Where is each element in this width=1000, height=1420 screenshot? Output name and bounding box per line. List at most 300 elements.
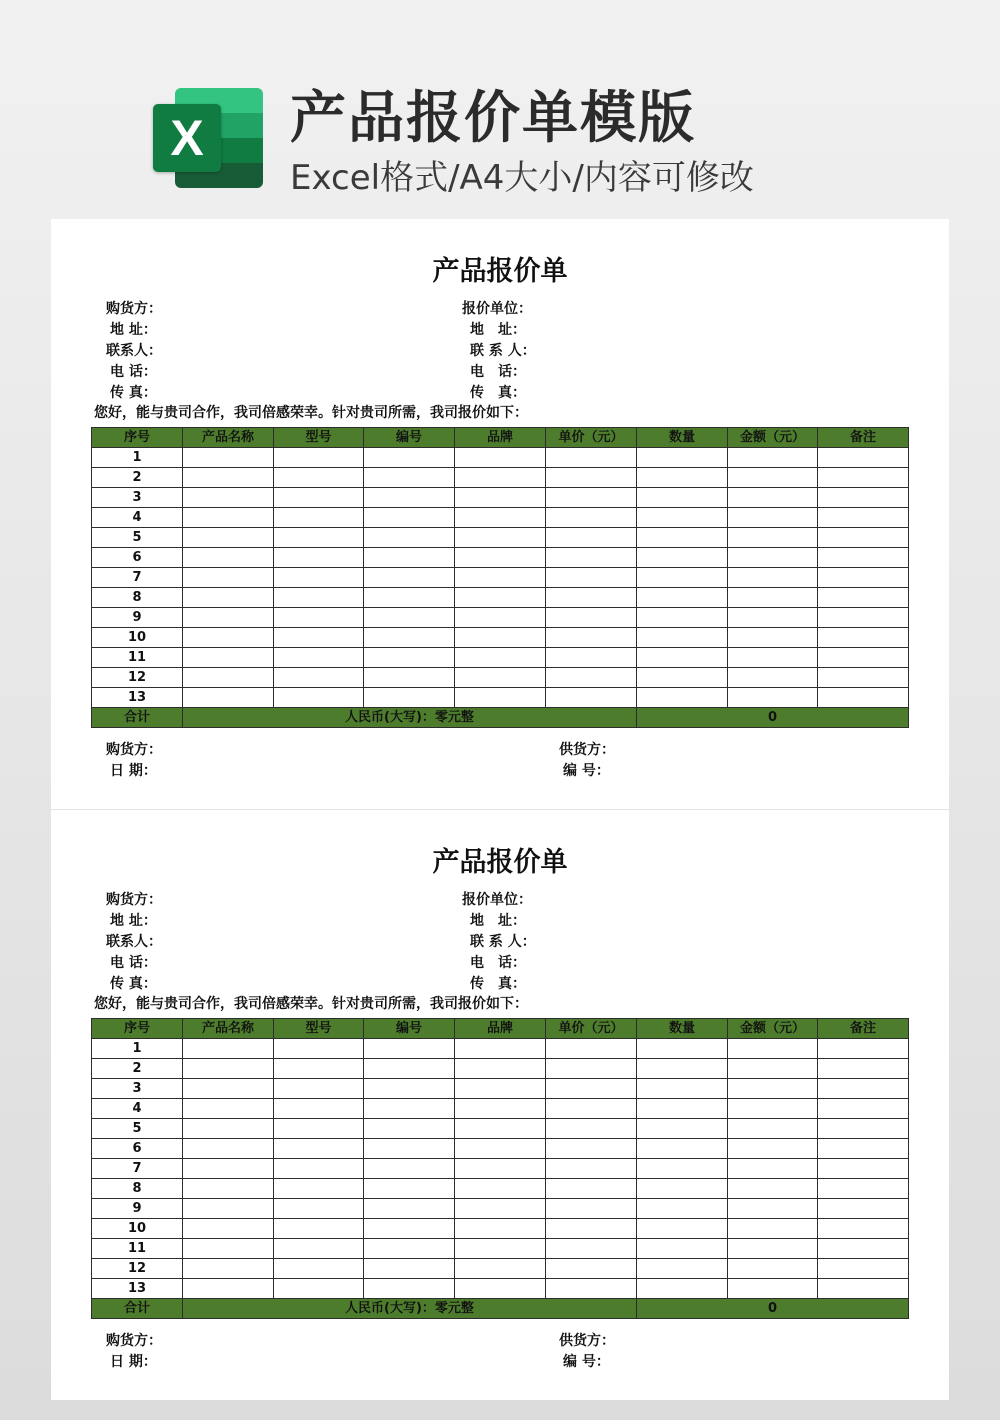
table-row: [92, 688, 909, 708]
table-cell[interactable]: [455, 608, 546, 628]
total-label-cell: 合计: [92, 708, 183, 728]
row-number-cell: 9: [92, 608, 183, 628]
header-row: [92, 428, 909, 448]
table-cell[interactable]: [364, 628, 455, 648]
table-cell[interactable]: [728, 648, 818, 668]
table-cell[interactable]: [183, 1059, 274, 1079]
table-cell[interactable]: [455, 1199, 546, 1219]
table-cell[interactable]: [364, 688, 455, 708]
table-cell[interactable]: [364, 1039, 455, 1059]
table-cell[interactable]: [183, 1139, 274, 1159]
table-cell[interactable]: [818, 588, 909, 608]
sheet-title: 产品报价单: [432, 256, 568, 287]
table-cell[interactable]: [637, 628, 728, 648]
table-cell[interactable]: [364, 1139, 455, 1159]
quote-table: [91, 427, 909, 728]
table-row: [92, 608, 909, 628]
total-value-cell: 0: [637, 1299, 909, 1319]
table-cell[interactable]: [364, 448, 455, 468]
table-cell[interactable]: [728, 548, 818, 568]
table-cell[interactable]: [455, 1159, 546, 1179]
quote-sheet-page: [51, 810, 949, 1400]
contact-label: 联系人：: [106, 934, 162, 950]
table-cell[interactable]: [546, 528, 637, 548]
table-cell[interactable]: [455, 1279, 546, 1299]
rmb-amount-cell: 人民币(大写)：零元整: [183, 1299, 637, 1319]
table-cell[interactable]: [274, 1199, 364, 1219]
buyer-label: 购货方：: [106, 301, 162, 317]
table-cell[interactable]: [818, 608, 909, 628]
table-cell[interactable]: [546, 1059, 637, 1079]
table-cell[interactable]: [818, 648, 909, 668]
total-row: [92, 1299, 909, 1319]
table-cell[interactable]: [455, 528, 546, 548]
table-cell[interactable]: [728, 608, 818, 628]
table-body: [92, 1039, 909, 1319]
table-cell[interactable]: [183, 1219, 274, 1239]
table-cell[interactable]: [818, 1159, 909, 1179]
table-cell[interactable]: [637, 1079, 728, 1099]
table-cell[interactable]: [637, 1259, 728, 1279]
table-cell[interactable]: [728, 1079, 818, 1099]
column-header: 金额（元）: [728, 1019, 818, 1039]
table-cell[interactable]: [546, 588, 637, 608]
table-cell[interactable]: [183, 588, 274, 608]
row-number-cell: 7: [92, 1159, 183, 1179]
table-cell[interactable]: [274, 608, 364, 628]
table-cell[interactable]: [546, 688, 637, 708]
table-cell[interactable]: [183, 1159, 274, 1179]
table-cell[interactable]: [274, 528, 364, 548]
table-cell[interactable]: [637, 1099, 728, 1119]
table-cell[interactable]: [455, 588, 546, 608]
table-cell[interactable]: [728, 448, 818, 468]
row-number-cell: 4: [92, 508, 183, 528]
table-cell[interactable]: [637, 488, 728, 508]
table-row: [92, 648, 909, 668]
column-header: 编号: [364, 1019, 455, 1039]
table-cell[interactable]: [183, 608, 274, 628]
table-cell[interactable]: [455, 468, 546, 488]
table-cell[interactable]: [455, 628, 546, 648]
table-cell[interactable]: [637, 648, 728, 668]
sheet-title: 产品报价单: [432, 847, 568, 878]
row-number-cell: 11: [92, 648, 183, 668]
table-cell[interactable]: [274, 668, 364, 688]
table-cell[interactable]: [183, 1099, 274, 1119]
table-cell[interactable]: [546, 448, 637, 468]
table-cell[interactable]: [728, 1159, 818, 1179]
table-row: [92, 528, 909, 548]
footer-buyer-label: 购货方：: [106, 742, 162, 758]
table-cell[interactable]: [183, 488, 274, 508]
table-cell[interactable]: [637, 548, 728, 568]
table-cell[interactable]: [637, 448, 728, 468]
address-label: 地 址：: [110, 322, 157, 338]
column-header: 型号: [274, 428, 364, 448]
table-cell[interactable]: [546, 1139, 637, 1159]
table-cell[interactable]: [546, 608, 637, 628]
table-cell[interactable]: [818, 1239, 909, 1259]
table-cell[interactable]: [546, 1099, 637, 1119]
column-header: 品牌: [455, 428, 546, 448]
table-cell[interactable]: [183, 508, 274, 528]
table-cell[interactable]: [546, 1119, 637, 1139]
table-cell[interactable]: [364, 1099, 455, 1119]
table-row: [92, 1059, 909, 1079]
column-header: 备注: [818, 1019, 909, 1039]
table-row: [92, 1179, 909, 1199]
table-cell[interactable]: [728, 528, 818, 548]
footer-number-label: 编 号：: [563, 763, 610, 779]
table-cell[interactable]: [455, 688, 546, 708]
phone-right-label: 电 话：: [470, 955, 526, 971]
table-cell[interactable]: [546, 548, 637, 568]
table-cell[interactable]: [455, 1179, 546, 1199]
table-cell[interactable]: [818, 1099, 909, 1119]
table-row: [92, 588, 909, 608]
table-cell[interactable]: [183, 568, 274, 588]
table-cell[interactable]: [274, 548, 364, 568]
table-cell[interactable]: [183, 1079, 274, 1099]
table-cell[interactable]: [274, 488, 364, 508]
table-cell[interactable]: [274, 568, 364, 588]
table-cell[interactable]: [274, 688, 364, 708]
table-cell[interactable]: [728, 1119, 818, 1139]
table-cell[interactable]: [274, 588, 364, 608]
row-number-cell: 6: [92, 548, 183, 568]
table-cell[interactable]: [546, 568, 637, 588]
table-cell[interactable]: [274, 468, 364, 488]
table-cell[interactable]: [364, 608, 455, 628]
table-row: [92, 508, 909, 528]
table-cell[interactable]: [183, 688, 274, 708]
table-cell[interactable]: [637, 688, 728, 708]
table-cell[interactable]: [818, 1079, 909, 1099]
table-row: [92, 1259, 909, 1279]
table-header: [92, 428, 909, 448]
table-cell[interactable]: [274, 1059, 364, 1079]
total-value-cell: 0: [637, 708, 909, 728]
fax-right-label: 传 真：: [470, 385, 526, 401]
table-cell[interactable]: [637, 1159, 728, 1179]
table-cell[interactable]: [818, 568, 909, 588]
table-cell[interactable]: [364, 568, 455, 588]
table-cell[interactable]: [728, 1239, 818, 1259]
table-row: [92, 488, 909, 508]
table-cell[interactable]: [637, 1139, 728, 1159]
row-number-cell: 10: [92, 1219, 183, 1239]
column-header: 单价（元）: [546, 428, 637, 448]
table-row: [92, 448, 909, 468]
table-cell[interactable]: [728, 1039, 818, 1059]
table-cell[interactable]: [455, 488, 546, 508]
table-cell[interactable]: [546, 1239, 637, 1259]
table-cell[interactable]: [455, 1039, 546, 1059]
table-cell[interactable]: [455, 1139, 546, 1159]
column-header: 产品名称: [183, 1019, 274, 1039]
table-cell[interactable]: [818, 548, 909, 568]
rmb-amount-cell: 人民币(大写)：零元整: [183, 708, 637, 728]
table-cell[interactable]: [637, 568, 728, 588]
table-cell[interactable]: [637, 1219, 728, 1239]
table-cell[interactable]: [364, 1059, 455, 1079]
table-cell[interactable]: [183, 548, 274, 568]
table-cell[interactable]: [455, 448, 546, 468]
table-cell[interactable]: [455, 1259, 546, 1279]
table-cell[interactable]: [637, 508, 728, 528]
table-cell[interactable]: [274, 1239, 364, 1259]
table-cell[interactable]: [637, 1039, 728, 1059]
footer-buyer-label: 购货方：: [106, 1333, 162, 1349]
table-cell[interactable]: [364, 528, 455, 548]
footer-number-label: 编 号：: [563, 1354, 610, 1370]
row-number-cell: 1: [92, 448, 183, 468]
table-cell[interactable]: [546, 1179, 637, 1199]
phone-right-label: 电 话：: [470, 364, 526, 380]
table-cell[interactable]: [818, 508, 909, 528]
row-number-cell: 4: [92, 1099, 183, 1119]
table-cell[interactable]: [818, 1119, 909, 1139]
table-cell[interactable]: [364, 1219, 455, 1239]
table-cell[interactable]: [546, 628, 637, 648]
phone-label: 电 话：: [110, 364, 157, 380]
table-cell[interactable]: [183, 1179, 274, 1199]
column-header: 产品名称: [183, 428, 274, 448]
table-cell[interactable]: [728, 628, 818, 648]
quote-unit-label: 报价单位：: [462, 892, 532, 908]
table-cell[interactable]: [818, 688, 909, 708]
contact-label: 联系人：: [106, 343, 162, 359]
table-cell[interactable]: [546, 488, 637, 508]
table-cell[interactable]: [728, 1059, 818, 1079]
table-cell[interactable]: [364, 1259, 455, 1279]
table-cell[interactable]: [183, 1259, 274, 1279]
table-cell[interactable]: [364, 468, 455, 488]
table-cell[interactable]: [637, 1059, 728, 1079]
table-cell[interactable]: [183, 1119, 274, 1139]
table-cell[interactable]: [274, 1139, 364, 1159]
table-cell[interactable]: [364, 548, 455, 568]
table-cell[interactable]: [818, 1259, 909, 1279]
table-cell[interactable]: [183, 1239, 274, 1259]
table-row: [92, 1239, 909, 1259]
table-cell[interactable]: [274, 1119, 364, 1139]
table-row: [92, 628, 909, 648]
table-cell[interactable]: [818, 628, 909, 648]
table-cell[interactable]: [364, 1079, 455, 1099]
table-cell[interactable]: [818, 488, 909, 508]
phone-label: 电 话：: [110, 955, 157, 971]
table-cell[interactable]: [274, 1099, 364, 1119]
table-cell[interactable]: [546, 1279, 637, 1299]
excel-x-badge: X: [153, 104, 221, 172]
footer-date-label: 日 期：: [110, 1354, 157, 1370]
column-header: 编号: [364, 428, 455, 448]
table-cell[interactable]: [637, 1199, 728, 1219]
table-cell[interactable]: [818, 448, 909, 468]
table-cell[interactable]: [455, 1239, 546, 1259]
table-cell[interactable]: [364, 1159, 455, 1179]
table-cell[interactable]: [455, 1059, 546, 1079]
table-cell[interactable]: [818, 1279, 909, 1299]
table-cell[interactable]: [364, 668, 455, 688]
table-cell[interactable]: [546, 668, 637, 688]
row-number-cell: 5: [92, 1119, 183, 1139]
total-label-cell: 合计: [92, 1299, 183, 1319]
table-cell[interactable]: [364, 1279, 455, 1299]
table-cell[interactable]: [637, 528, 728, 548]
buyer-label: 购货方：: [106, 892, 162, 908]
table-cell[interactable]: [818, 468, 909, 488]
table-cell[interactable]: [728, 468, 818, 488]
table-cell[interactable]: [818, 1219, 909, 1239]
table-cell[interactable]: [183, 628, 274, 648]
table-cell[interactable]: [183, 668, 274, 688]
table-cell[interactable]: [274, 1179, 364, 1199]
table-cell[interactable]: [274, 508, 364, 528]
table-cell[interactable]: [546, 648, 637, 668]
table-cell[interactable]: [728, 588, 818, 608]
table-cell[interactable]: [455, 1219, 546, 1239]
table-cell[interactable]: [728, 1279, 818, 1299]
table-cell[interactable]: [183, 1279, 274, 1299]
table-cell[interactable]: [455, 508, 546, 528]
table-cell[interactable]: [183, 1199, 274, 1219]
table-cell[interactable]: [546, 1259, 637, 1279]
table-cell[interactable]: [728, 1099, 818, 1119]
table-cell[interactable]: [183, 528, 274, 548]
table-cell[interactable]: [637, 1279, 728, 1299]
fax-label: 传 真：: [110, 385, 157, 401]
table-cell[interactable]: [455, 1119, 546, 1139]
table-cell[interactable]: [728, 568, 818, 588]
row-number-cell: 3: [92, 1079, 183, 1099]
table-cell[interactable]: [183, 648, 274, 668]
table-cell[interactable]: [728, 688, 818, 708]
table-cell[interactable]: [637, 588, 728, 608]
table-cell[interactable]: [637, 1239, 728, 1259]
table-cell[interactable]: [455, 1099, 546, 1119]
table-cell[interactable]: [546, 1039, 637, 1059]
table-cell[interactable]: [364, 488, 455, 508]
address-right-label: 地 址：: [470, 913, 526, 929]
table-cell[interactable]: [364, 508, 455, 528]
table-cell[interactable]: [546, 1079, 637, 1099]
table-cell[interactable]: [274, 1079, 364, 1099]
table-cell[interactable]: [183, 448, 274, 468]
table-cell[interactable]: [818, 1139, 909, 1159]
table-cell[interactable]: [274, 648, 364, 668]
table-cell[interactable]: [637, 668, 728, 688]
banner-subtitle: Excel格式/A4大小/内容可修改: [290, 158, 754, 198]
footer-supplier-label: 供货方：: [559, 742, 615, 758]
table-cell[interactable]: [183, 1039, 274, 1059]
table-cell[interactable]: [364, 1199, 455, 1219]
table-cell[interactable]: [728, 488, 818, 508]
table-cell[interactable]: [274, 1219, 364, 1239]
row-number-cell: 6: [92, 1139, 183, 1159]
footer-supplier-label: 供货方：: [559, 1333, 615, 1349]
table-cell[interactable]: [546, 468, 637, 488]
table-cell[interactable]: [818, 1199, 909, 1219]
table-cell[interactable]: [364, 1239, 455, 1259]
table-cell[interactable]: [818, 1059, 909, 1079]
row-number-cell: 10: [92, 628, 183, 648]
table-cell[interactable]: [274, 628, 364, 648]
quote-table: [91, 1018, 909, 1319]
table-cell[interactable]: [637, 608, 728, 628]
contact-right-label: 联 系 人：: [470, 934, 536, 950]
table-cell[interactable]: [455, 548, 546, 568]
table-cell[interactable]: [546, 1219, 637, 1239]
table-cell[interactable]: [364, 1119, 455, 1139]
table-cell[interactable]: [728, 1219, 818, 1239]
table-cell[interactable]: [728, 1259, 818, 1279]
table-cell[interactable]: [274, 1039, 364, 1059]
excel-logo-icon: [153, 88, 263, 188]
table-cell[interactable]: [455, 1079, 546, 1099]
table-header: [92, 1019, 909, 1039]
table-cell[interactable]: [637, 468, 728, 488]
table-cell[interactable]: [274, 448, 364, 468]
table-row: [92, 1199, 909, 1219]
table-cell[interactable]: [274, 1159, 364, 1179]
row-number-cell: 13: [92, 1279, 183, 1299]
table-row: [92, 468, 909, 488]
row-number-cell: 8: [92, 588, 183, 608]
table-cell[interactable]: [546, 508, 637, 528]
table-cell[interactable]: [818, 1179, 909, 1199]
column-header: 品牌: [455, 1019, 546, 1039]
table-row: [92, 1279, 909, 1299]
table-cell[interactable]: [455, 568, 546, 588]
row-number-cell: 2: [92, 468, 183, 488]
table-cell[interactable]: [637, 1119, 728, 1139]
address-right-label: 地 址：: [470, 322, 526, 338]
table-cell[interactable]: [364, 588, 455, 608]
table-cell[interactable]: [637, 1179, 728, 1199]
table-cell[interactable]: [818, 668, 909, 688]
table-row: [92, 1219, 909, 1239]
table-row: [92, 1159, 909, 1179]
table-row: [92, 1119, 909, 1139]
table-cell[interactable]: [818, 528, 909, 548]
table-cell[interactable]: [183, 468, 274, 488]
greeting-text: 您好，能与贵司合作，我司倍感荣幸。针对贵司所需，我司报价如下：: [94, 405, 528, 421]
footer-date-label: 日 期：: [110, 763, 157, 779]
table-cell[interactable]: [455, 668, 546, 688]
table-cell[interactable]: [364, 1179, 455, 1199]
row-number-cell: 12: [92, 668, 183, 688]
table-cell[interactable]: [364, 648, 455, 668]
table-cell[interactable]: [728, 1199, 818, 1219]
table-cell[interactable]: [728, 1179, 818, 1199]
table-cell[interactable]: [274, 1279, 364, 1299]
table-cell[interactable]: [455, 648, 546, 668]
column-header: 数量: [637, 428, 728, 448]
table-cell[interactable]: [546, 1159, 637, 1179]
table-cell[interactable]: [728, 1139, 818, 1159]
table-cell[interactable]: [728, 508, 818, 528]
greeting-text: 您好，能与贵司合作，我司倍感荣幸。针对贵司所需，我司报价如下：: [94, 996, 528, 1012]
table-cell[interactable]: [818, 1039, 909, 1059]
table-cell[interactable]: [274, 1259, 364, 1279]
column-header: 金额（元）: [728, 428, 818, 448]
table-cell[interactable]: [546, 1199, 637, 1219]
table-row: [92, 1139, 909, 1159]
table-cell[interactable]: [728, 668, 818, 688]
